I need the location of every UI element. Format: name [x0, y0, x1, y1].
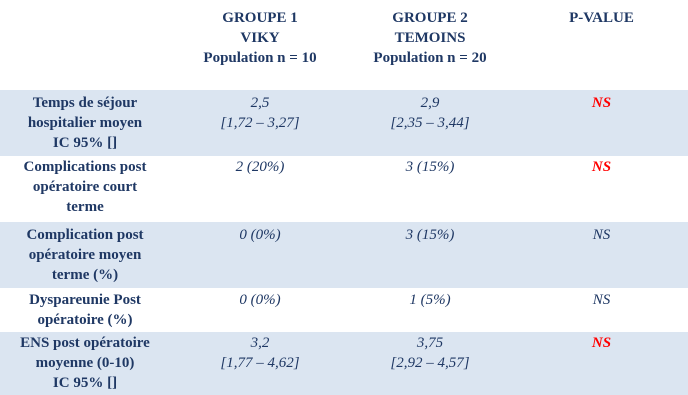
groupe-2-value: [345, 333, 515, 373]
value-line: 3,75: [416, 335, 444, 351]
groupe-1-value: [175, 93, 345, 133]
value-line: 2,9: [420, 95, 440, 111]
groupe-2-value: [345, 290, 515, 310]
row-label-line: Temps de séjour: [32, 95, 138, 111]
p-value-text: NS: [592, 227, 611, 243]
header-groupe-1-line-2: VIKY: [240, 30, 280, 46]
value-line: 2 (20%): [235, 159, 285, 175]
row-label-line: opératoire moyen: [28, 247, 142, 263]
row-label: [0, 157, 170, 217]
value-line: [1,72 – 3,27]: [220, 115, 300, 131]
row-label: [0, 333, 170, 393]
header-groupe-1-line-1: GROUPE 1: [222, 10, 298, 26]
row-label-line: terme (%): [51, 267, 119, 283]
header-row: [0, 8, 688, 90]
row-label-line: Complication post: [26, 227, 144, 243]
header-groupe-2: [345, 8, 515, 68]
groupe-1-value: [175, 225, 345, 245]
p-value: [515, 290, 688, 310]
value-line: 2,5: [250, 95, 270, 111]
row-label-line: IC 95% []: [52, 135, 118, 151]
groupe-1-value: [175, 290, 345, 310]
row-label-line: opératoire (%): [37, 312, 133, 328]
value-line: 3 (15%): [405, 159, 455, 175]
header-groupe-2-line-3: Population n = 20: [373, 50, 487, 66]
row-label: [0, 290, 170, 330]
row-label-line: terme: [66, 199, 104, 215]
value-line: [2,92 – 4,57]: [390, 355, 470, 371]
p-value: [515, 157, 688, 177]
groupe-2-value: [345, 157, 515, 177]
row-label-line: Dyspareunie Post: [29, 292, 141, 308]
table-row-complication-moyen: [0, 222, 688, 288]
p-value-text: NS: [591, 95, 612, 111]
p-value-text: NS: [592, 292, 611, 308]
p-value: [515, 93, 688, 113]
header-groupe-1-line-3: Population n = 10: [203, 50, 317, 66]
row-label-line: ENS post opératoire: [20, 335, 150, 351]
groupe-2-value: [345, 225, 515, 245]
row-label-line: moyenne (0-10): [35, 355, 135, 371]
value-line: [2,35 – 3,44]: [390, 115, 470, 131]
p-value: [515, 333, 688, 353]
row-label-line: hospitalier moyen: [27, 115, 143, 131]
header-groupe-2-line-1: GROUPE 2: [392, 10, 468, 26]
groupe-1-value: [175, 333, 345, 373]
groupe-1-value: [175, 157, 345, 177]
p-value-text: NS: [591, 335, 612, 351]
value-line: 1 (5%): [409, 292, 451, 308]
value-line: [1,77 – 4,62]: [220, 355, 300, 371]
table-row-ens: [0, 332, 688, 395]
table-row-complications-court: [0, 156, 688, 222]
value-line: 3,2: [250, 335, 270, 351]
p-value: [515, 225, 688, 245]
groupe-2-value: [345, 93, 515, 133]
row-label-line: IC 95% []: [52, 375, 118, 391]
row-label-line: Complications post: [23, 159, 147, 175]
row-label: [0, 93, 170, 153]
p-value-text: NS: [591, 159, 612, 175]
header-groupe-1: [175, 8, 345, 68]
value-line: 0 (0%): [239, 227, 281, 243]
value-line: 3 (15%): [405, 227, 455, 243]
table-row-dyspareunie: [0, 288, 688, 332]
header-p-value-label: P-VALUE: [569, 10, 634, 26]
row-label-line: opératoire court: [32, 179, 138, 195]
value-line: 0 (0%): [239, 292, 281, 308]
table-row-sejour: [0, 90, 688, 156]
row-label: [0, 225, 170, 285]
header-groupe-2-line-2: TEMOINS: [394, 30, 466, 46]
header-p-value: [515, 8, 688, 28]
